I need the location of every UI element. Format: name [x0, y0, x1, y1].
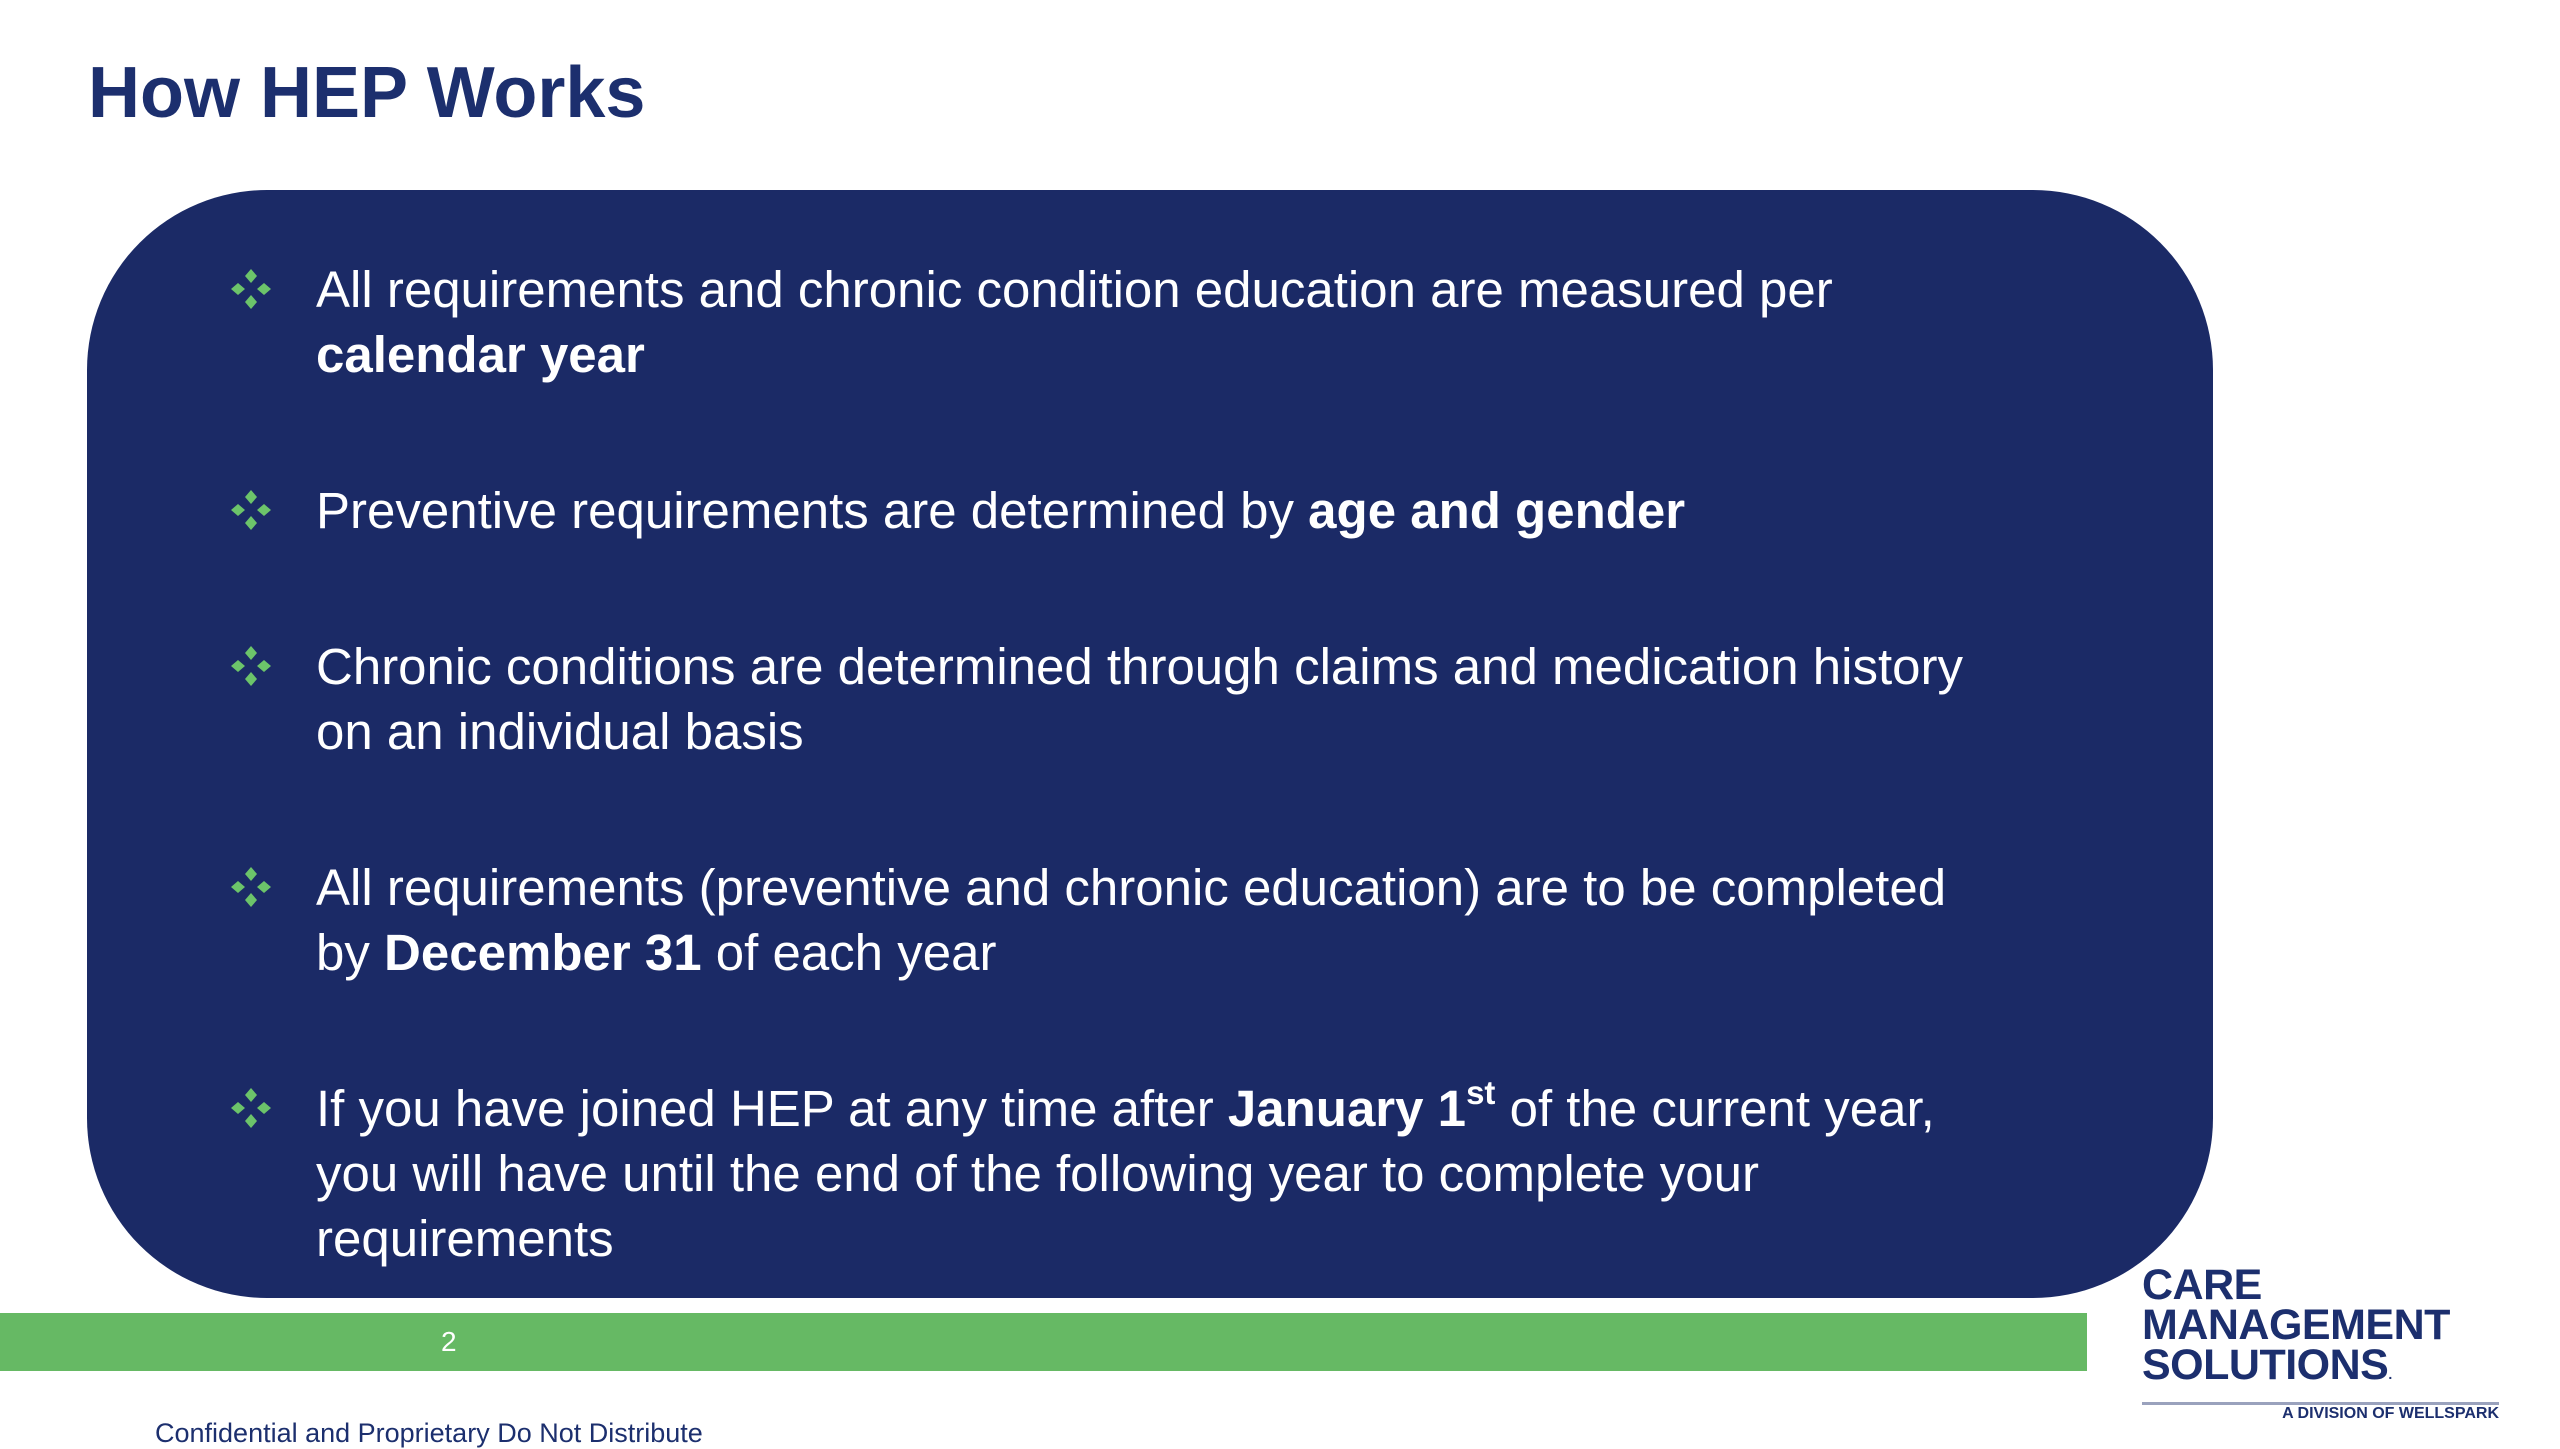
logo-solutions-text: SOLUTIONS	[2142, 1341, 2389, 1389]
bullet-text-line: you will have until the end of the following year to complete your	[316, 1145, 1759, 1202]
bullet-item	[227, 855, 2107, 985]
bullet-text	[316, 478, 2107, 543]
bullet-text	[316, 634, 2107, 764]
bullet-bold-text: January 1	[1227, 1080, 1467, 1137]
slide-title: How HEP Works	[88, 53, 646, 133]
bullet-text-line: on an individual basis	[316, 703, 804, 760]
logo-division-text: A DIVISION OF WELLSPARK	[2282, 1405, 2499, 1422]
bullet-text-line: Preventive requirements are determined by	[316, 482, 1309, 539]
four-diamond-bullet-icon	[227, 1084, 275, 1132]
bullet-superscript: st	[1466, 1074, 1496, 1111]
bullet-text-line: All requirements (preventive and chronic education) are to be completed	[316, 859, 1947, 916]
four-diamond-bullet-icon	[227, 486, 275, 534]
four-diamond-bullet-icon	[227, 642, 275, 690]
four-diamond-bullet-icon	[227, 265, 275, 313]
bullet-item	[227, 634, 2107, 764]
bullet-item	[227, 478, 2107, 543]
logo-line-solutions	[2142, 1341, 2499, 1394]
bullet-text-segment: If you have joined HEP at any time after	[316, 1080, 1228, 1137]
logo-line-management: MANAGEMENT	[2142, 1301, 2450, 1349]
bullet-text	[316, 855, 2107, 985]
page-number: 2	[441, 1326, 457, 1357]
bullet-text	[316, 257, 2107, 387]
bullet-bold-text: calendar year	[316, 326, 645, 383]
bullet-text-segment: of each year	[701, 924, 997, 981]
bullet-text-segment: of the current year,	[1495, 1080, 1935, 1137]
bullet-text-line: requirements	[316, 1210, 614, 1267]
bullet-text	[316, 1076, 2107, 1271]
confidential-footer-note: Confidential and Proprietary Do Not Distribute	[155, 1418, 703, 1448]
bullet-text-line: Chronic conditions are determined through claims and medication history	[316, 638, 1964, 695]
bullet-text-line: All requirements and chronic condition education are measured per	[316, 261, 1833, 318]
bullet-item	[227, 257, 2107, 387]
logo-line-care: CARE	[2142, 1261, 2262, 1309]
four-diamond-bullet-icon	[227, 863, 275, 911]
footer-green-bar	[0, 1313, 2087, 1371]
bullet-text-segment: by	[316, 924, 385, 981]
bullet-item	[227, 1076, 2107, 1271]
logo-mark: .	[2388, 1366, 2392, 1382]
bullet-bold-text: December 31	[384, 924, 702, 981]
company-logo	[2142, 1261, 2499, 1425]
bullet-bold-text: age and gender	[1308, 482, 1686, 539]
